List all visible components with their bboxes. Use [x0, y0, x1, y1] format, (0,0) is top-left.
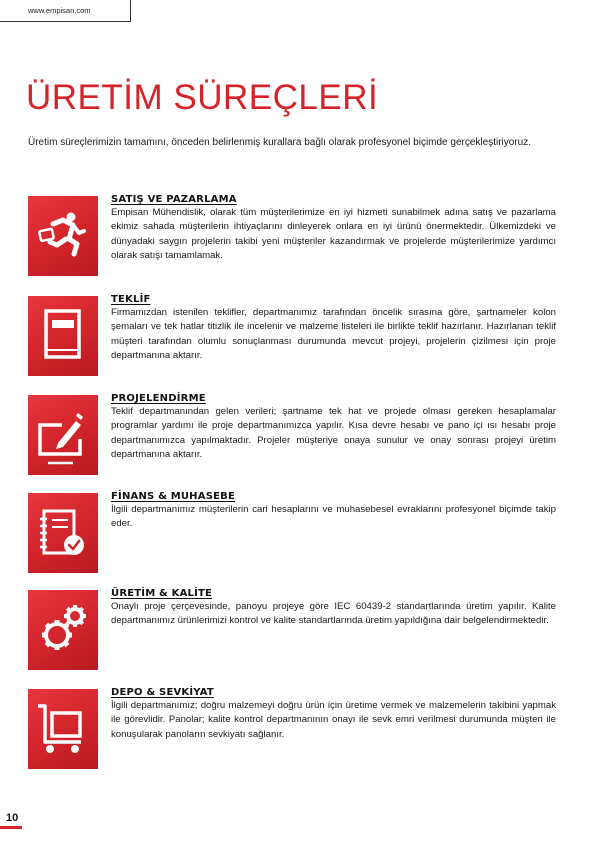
section-offer — [28, 296, 556, 376]
section-body: İlgili departmanımız; doğru malzemeyi doğru ürün için üretime vermek ve malzemelerin takibini yapmak ile görevlidir. Panolar; kalite kontrol departmanının onayı ile sevk emri verilmesi durumunda müşteri ile konuşularak panoların sevkiyatı sağlanır. — [111, 700, 556, 740]
running-man-icon — [28, 196, 98, 276]
ledger-check-icon — [28, 493, 98, 573]
section-projecting — [28, 395, 556, 475]
section-body: Firmamızdan istenilen teklifler, departmanımız tarafından öncelik sırasına göre, şartnameler kolon şemaları ve tek hatlar titizlik ile incelenir ve malzeme listeleri ile birlikte teklif hazırlanır. Hazırlanan teklif müşteri tarafından olumlu sonuçlanması durumunda mevcut projeyi, projelerin çizilmesi için proje departmanına aktarır. — [111, 307, 556, 361]
section-title: FİNANS & MUHASEBE — [111, 491, 235, 502]
section-title: SATIŞ VE PAZARLAMA — [111, 194, 237, 205]
section-sales-marketing — [28, 196, 556, 276]
page-title: ÜRETİM SÜREÇLERİ — [26, 78, 379, 117]
edit-pencil-icon — [28, 395, 98, 475]
page-number — [0, 808, 22, 829]
section-production-quality — [28, 590, 556, 670]
section-body: İlgili departmanımız müşterilerin cari hesaplarını ve muhasebesel evraklarını profesyonel biçimde takip eder. — [111, 504, 556, 530]
section-title: TEKLİF — [111, 294, 151, 305]
page-number-text: 10 — [6, 812, 19, 824]
section-body: Teklif departmanından gelen verileri; şartname tek hat ve projede olması gereken hesaplamalar programlar yardımı ile proje departmanımızca yapılır. Kısa devre hesabı ve pano içi ısı hesabı proje departmanımızca yapılmaktadır. Projeler müşteriye onaya sunulur ve onay sonrası projeyi üretim departmanına aktarır. — [111, 406, 556, 460]
page-number-underline — [0, 826, 22, 829]
section-body: Empisan Mühendislik, olarak tüm müşterilerimize en iyi hizmeti sunabilmek adına satış ve pazarlama ekimiz sahada müşterilerin ihtiyaçlarını dinleyerek onlara en iyi ürünü önermektedir. Ülkemizdeki ve dünyadaki saygın projelerin takibi yeni müşteriler kazandırmak ve projelerde müşterilerimize yardımcı olarak satışı tamamlamak. — [111, 207, 556, 261]
section-title: ÜRETİM & KALİTE — [111, 588, 213, 599]
gears-icon — [28, 590, 98, 670]
section-finance — [28, 493, 556, 573]
section-warehouse-shipping — [28, 689, 556, 769]
website-tab — [0, 0, 131, 22]
document-icon — [28, 296, 98, 376]
section-body: Onaylı proje çerçevesinde, panoyu projeye göre IEC 60439-2 standartlarında üretim yapılır. Kalite departmanımız ürünlerimizi kontrol ve kalite standartlarında üretim yapıldığına dair belgelendirmektedir. — [111, 601, 556, 627]
website-url[interactable]: www.empisan.com — [28, 6, 91, 15]
intro-paragraph: Üretim süreçlerimizin tamamını, önceden belirlenmiş kurallara bağlı olarak profesyonel biçimde gerçekleştiriyoruz. — [28, 137, 531, 148]
section-title: DEPO & SEVKİYAT — [111, 687, 214, 698]
section-title: PROJELENDİRME — [111, 393, 206, 404]
cart-icon — [28, 689, 98, 769]
